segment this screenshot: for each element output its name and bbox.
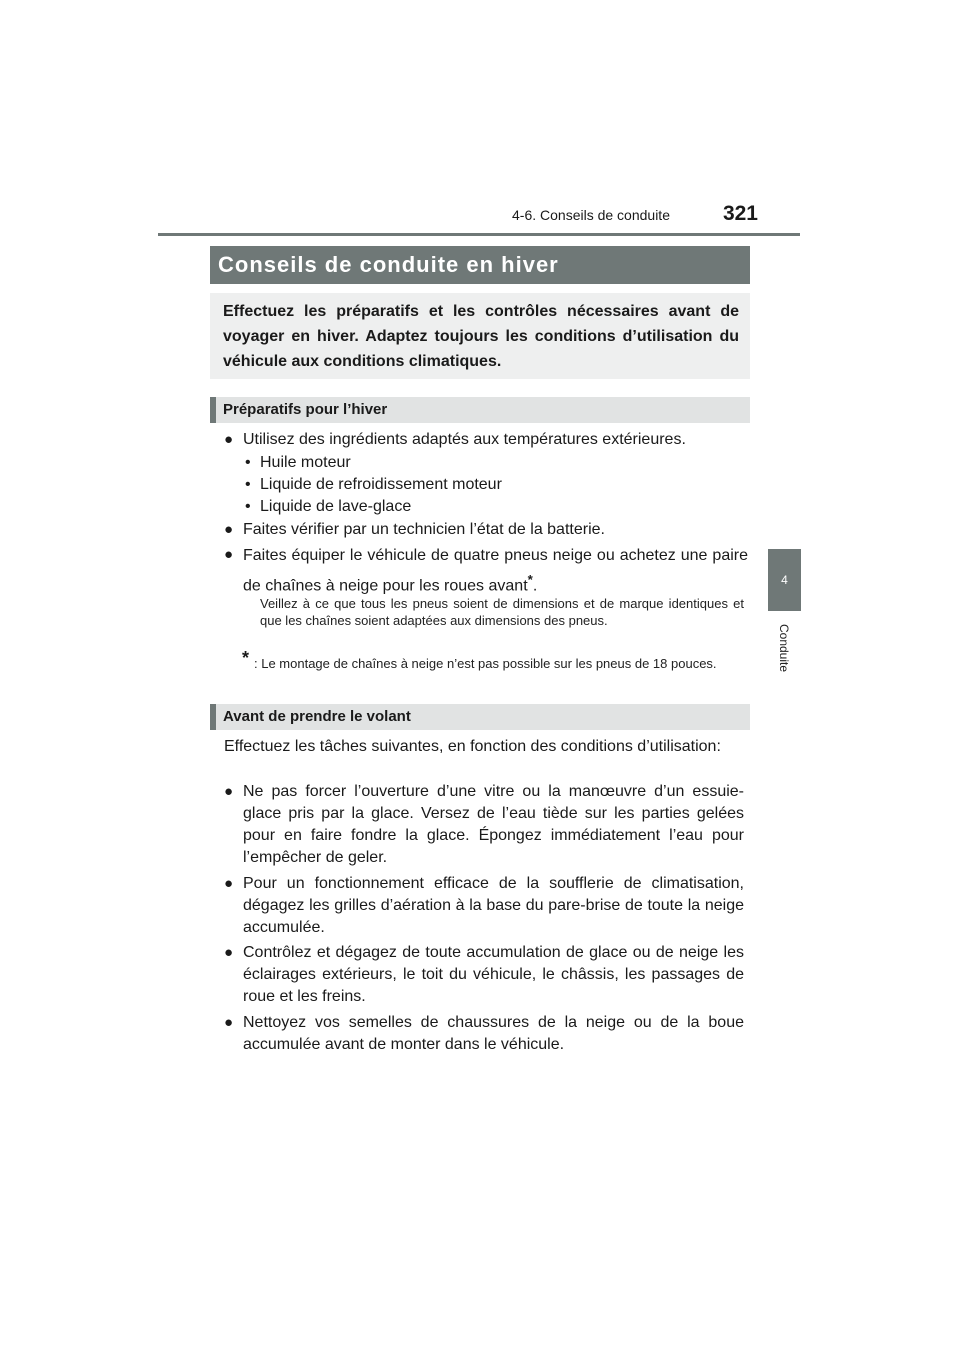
bullet-icon: ● — [224, 521, 234, 538]
list-item: Nettoyez vos semelles de chaussures de la neige ou de la boue accumulée avant de monter dans le véhicule. — [243, 1014, 744, 1053]
sub-list-item: Liquide de lave-glace — [260, 498, 412, 515]
list-item: Utilisez des ingrédients adaptés aux températures extérieures. — [243, 431, 686, 448]
section-intro: Effectuez les tâches suivantes, en fonction des conditions d’utilisation: — [224, 738, 721, 755]
list-item: Ne pas forcer l’ouverture d’une vitre ou la manœuvre d’un essuie-glace pris par la glace. Versez de l’eau tiède sur les parties gelées pour en faire fondre la glace. Épongez immédiatement l’eau pour l’empêcher de geler. — [243, 783, 744, 866]
section-heading-preparatifs: Préparatifs pour l’hiver — [223, 401, 388, 418]
note-text: Veillez à ce que tous les pneus soient de dimensions et de marque identiques et que les chaînes soient adaptées aux dimensions des pneus. — [260, 596, 744, 628]
footnote-asterisk: * — [242, 648, 250, 668]
list-item: Contrôlez et dégagez de toute accumulation de glace ou de neige les éclairages extérieurs, le toit du véhicule, le châssis, les passages de roue et les freins. — [243, 944, 744, 1005]
footnote-marker: * — [527, 572, 533, 587]
intro-text: Effectuez les préparatifs et les contrôles nécessaires avant de voyager en hiver. Adaptez toujours les conditions d’utilisation du véhicule aux conditions climatiques. — [223, 303, 739, 370]
list-item-text: Faites équiper le véhicule de quatre pneus neige ou achetez une paire de chaînes à neige pour les roues avant — [243, 547, 748, 595]
bullet-icon: ● — [224, 546, 234, 563]
bullet-icon: ● — [224, 875, 234, 892]
section-heading-marker — [210, 397, 216, 423]
section-heading-avant: Avant de prendre le volant — [223, 708, 411, 725]
section-heading-marker — [210, 704, 216, 730]
bullet-icon: ● — [224, 1014, 234, 1031]
header-rule — [158, 233, 800, 236]
bullet-icon: ● — [224, 944, 234, 961]
page-title: Conseils de conduite en hiver — [218, 252, 559, 277]
sub-bullet-icon: • — [245, 454, 251, 471]
section-reference: 4-6. Conseils de conduite — [512, 207, 670, 223]
list-item — [243, 544, 748, 598]
chapter-label-text: Conduite — [777, 623, 792, 673]
chapter-label — [768, 618, 801, 678]
footnote-text: : Le montage de chaînes à neige n’est pas possible sur les pneus de 18 pouces. — [254, 656, 717, 671]
list-item: Pour un fonctionnement efficace de la soufflerie de climatisation, dégagez les grilles d’aération à la base du pare-brise de toute la neige accumulée. — [243, 875, 744, 936]
bullet-icon: ● — [224, 783, 234, 800]
chapter-tab: 4 — [768, 549, 801, 611]
sub-list-item: Liquide de refroidissement moteur — [260, 476, 502, 493]
list-item-period: . — [532, 577, 538, 595]
bullet-icon: ● — [224, 431, 234, 448]
page-number: 321 — [722, 202, 758, 225]
sub-bullet-icon: • — [245, 476, 251, 493]
sub-bullet-icon: • — [245, 498, 251, 515]
sub-list-item: Huile moteur — [260, 454, 351, 471]
list-item: Faites vérifier par un technicien l’état de la batterie. — [243, 521, 605, 538]
